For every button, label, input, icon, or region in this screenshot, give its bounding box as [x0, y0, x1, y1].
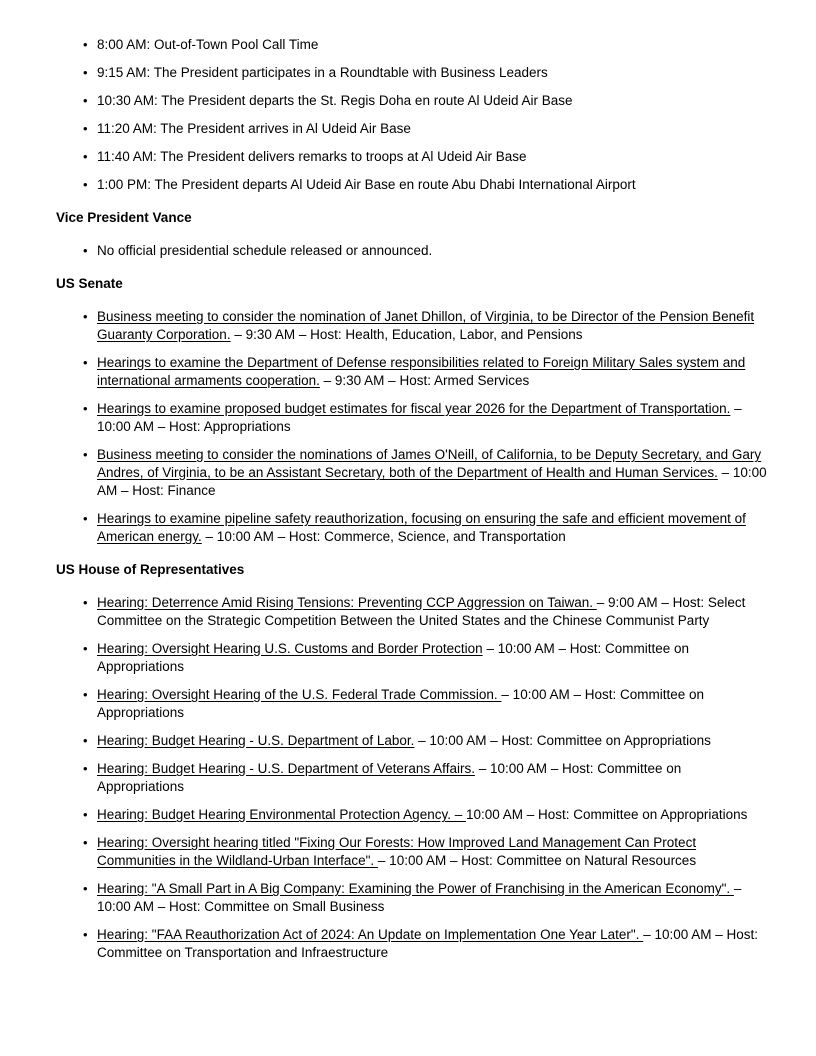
hearing-detail: – 10:00 AM – Host: Committee on Appropriations: [97, 761, 682, 794]
section-list: [56, 594, 770, 962]
hearing-link[interactable]: Business meeting to consider the nomination of Janet Dhillon, of Virginia, to be Director of the Pension Benefit Guaranty Corporation.: [97, 309, 755, 342]
hearing-detail: – 10:00 AM – Host: Committee on Natural Resources: [377, 853, 697, 868]
list-item: • No official presidential schedule released or announced.: [56, 242, 770, 260]
section-heading: US House of Representatives: [56, 562, 245, 577]
hearing-item: [56, 834, 770, 870]
hearing-link[interactable]: Business meeting to consider the nominations of James O'Neill, of California, to be Deputy Secretary, and Gary Andres, of Virginia, to be an Assistant Secretary, both of the Department of Health and Human Services.: [97, 447, 762, 480]
hearing-link[interactable]: Hearing: "A Small Part in A Big Company: Examining the Power of Franchising in the American Economy".: [97, 881, 734, 896]
presidential-schedule-list: [56, 36, 770, 194]
hearing-link[interactable]: Hearings to examine the Department of Defense responsibilities related to Foreign Military Sales system and international armaments cooperation.: [97, 355, 746, 388]
hearing-item: [56, 354, 770, 390]
hearing-item: [56, 926, 770, 962]
hearing-detail: – 10:00 AM – Host: Committee on Appropriations: [97, 687, 705, 720]
hearing-link[interactable]: Hearing: Budget Hearing - U.S. Department of Labor.: [97, 733, 415, 748]
section-heading: US Senate: [56, 276, 123, 291]
schedule-item: • 11:40 AM: The President delivers remarks to troops at Al Udeid Air Base: [56, 148, 770, 166]
hearing-item: [56, 446, 770, 500]
hearing-item: [56, 510, 770, 546]
hearing-link[interactable]: Hearing: Budget Hearing Environmental Protection Agency. –: [97, 807, 466, 822]
hearing-link[interactable]: Hearing: Oversight hearing titled "Fixing Our Forests: How Improved Land Management Can Protect Communities in the Wildland-Urban Interface".: [97, 835, 697, 868]
hearing-item: [56, 400, 770, 436]
hearing-detail: – 10:00 AM – Host: Committee on Transportation and Infraestructure: [97, 927, 759, 960]
schedule-item: • 1:00 PM: The President departs Al Udeid Air Base en route Abu Dhabi International Airport: [56, 176, 770, 194]
hearing-detail: 10:00 AM – Host: Committee on Appropriations: [465, 807, 748, 822]
hearing-detail: – 9:30 AM – Host: Armed Services: [319, 373, 530, 388]
section-list: [56, 242, 770, 260]
hearing-link[interactable]: Hearing: Oversight Hearing of the U.S. Federal Trade Commission.: [97, 687, 502, 702]
hearing-detail: – 10:00 AM – Host: Commerce, Science, and Transportation: [201, 529, 566, 544]
hearing-detail: – 10:00 AM – Host: Appropriations: [97, 401, 742, 434]
hearing-link[interactable]: Hearing: Deterrence Amid Rising Tensions: Preventing CCP Aggression on Taiwan.: [97, 595, 597, 610]
schedule-item: • 8:00 AM: Out-of-Town Pool Call Time: [56, 36, 770, 54]
sections: [56, 209, 770, 962]
hearing-item: [56, 760, 770, 796]
hearing-detail: – 10:00 AM – Host: Finance: [97, 465, 767, 498]
schedule-item: • 10:30 AM: The President departs the St. Regis Doha en route Al Udeid Air Base: [56, 92, 770, 110]
hearing-item: [56, 686, 770, 722]
hearing-item: [56, 640, 770, 676]
hearing-detail: – 10:00 AM – Host: Committee on Appropriations: [414, 733, 711, 748]
hearing-link[interactable]: Hearing: Oversight Hearing U.S. Customs and Border Protection: [97, 641, 483, 656]
hearing-detail: – 10:00 AM – Host: Committee on Appropriations: [97, 641, 690, 674]
hearing-link[interactable]: Hearings to examine pipeline safety reauthorization, focusing on ensuring the safe and efficient movement of American energy.: [97, 511, 746, 544]
schedule-item: • 9:15 AM: The President participates in a Roundtable with Business Leaders: [56, 64, 770, 82]
section-heading: Vice President Vance: [56, 210, 192, 225]
hearing-detail: – 10:00 AM – Host: Committee on Small Business: [97, 881, 742, 914]
hearing-item: [56, 594, 770, 630]
hearing-item: [56, 308, 770, 344]
schedule-item: • 11:20 AM: The President arrives in Al Udeid Air Base: [56, 120, 770, 138]
hearing-detail: – 9:30 AM – Host: Health, Education, Labor, and Pensions: [230, 327, 583, 342]
hearing-item: [56, 806, 770, 824]
section-list: [56, 308, 770, 546]
hearing-link[interactable]: Hearing: Budget Hearing - U.S. Department of Veterans Affairs.: [97, 761, 475, 776]
hearing-detail: – 9:00 AM – Host: Select Committee on the Strategic Competition Between the United States and the Chinese Communist Party: [97, 595, 746, 628]
hearing-link[interactable]: Hearings to examine proposed budget estimates for fiscal year 2026 for the Department of Transportation.: [97, 401, 731, 416]
hearing-item: [56, 732, 770, 750]
hearing-item: [56, 880, 770, 916]
hearing-link[interactable]: Hearing: "FAA Reauthorization Act of 2024: An Update on Implementation One Year Later".: [97, 927, 644, 942]
